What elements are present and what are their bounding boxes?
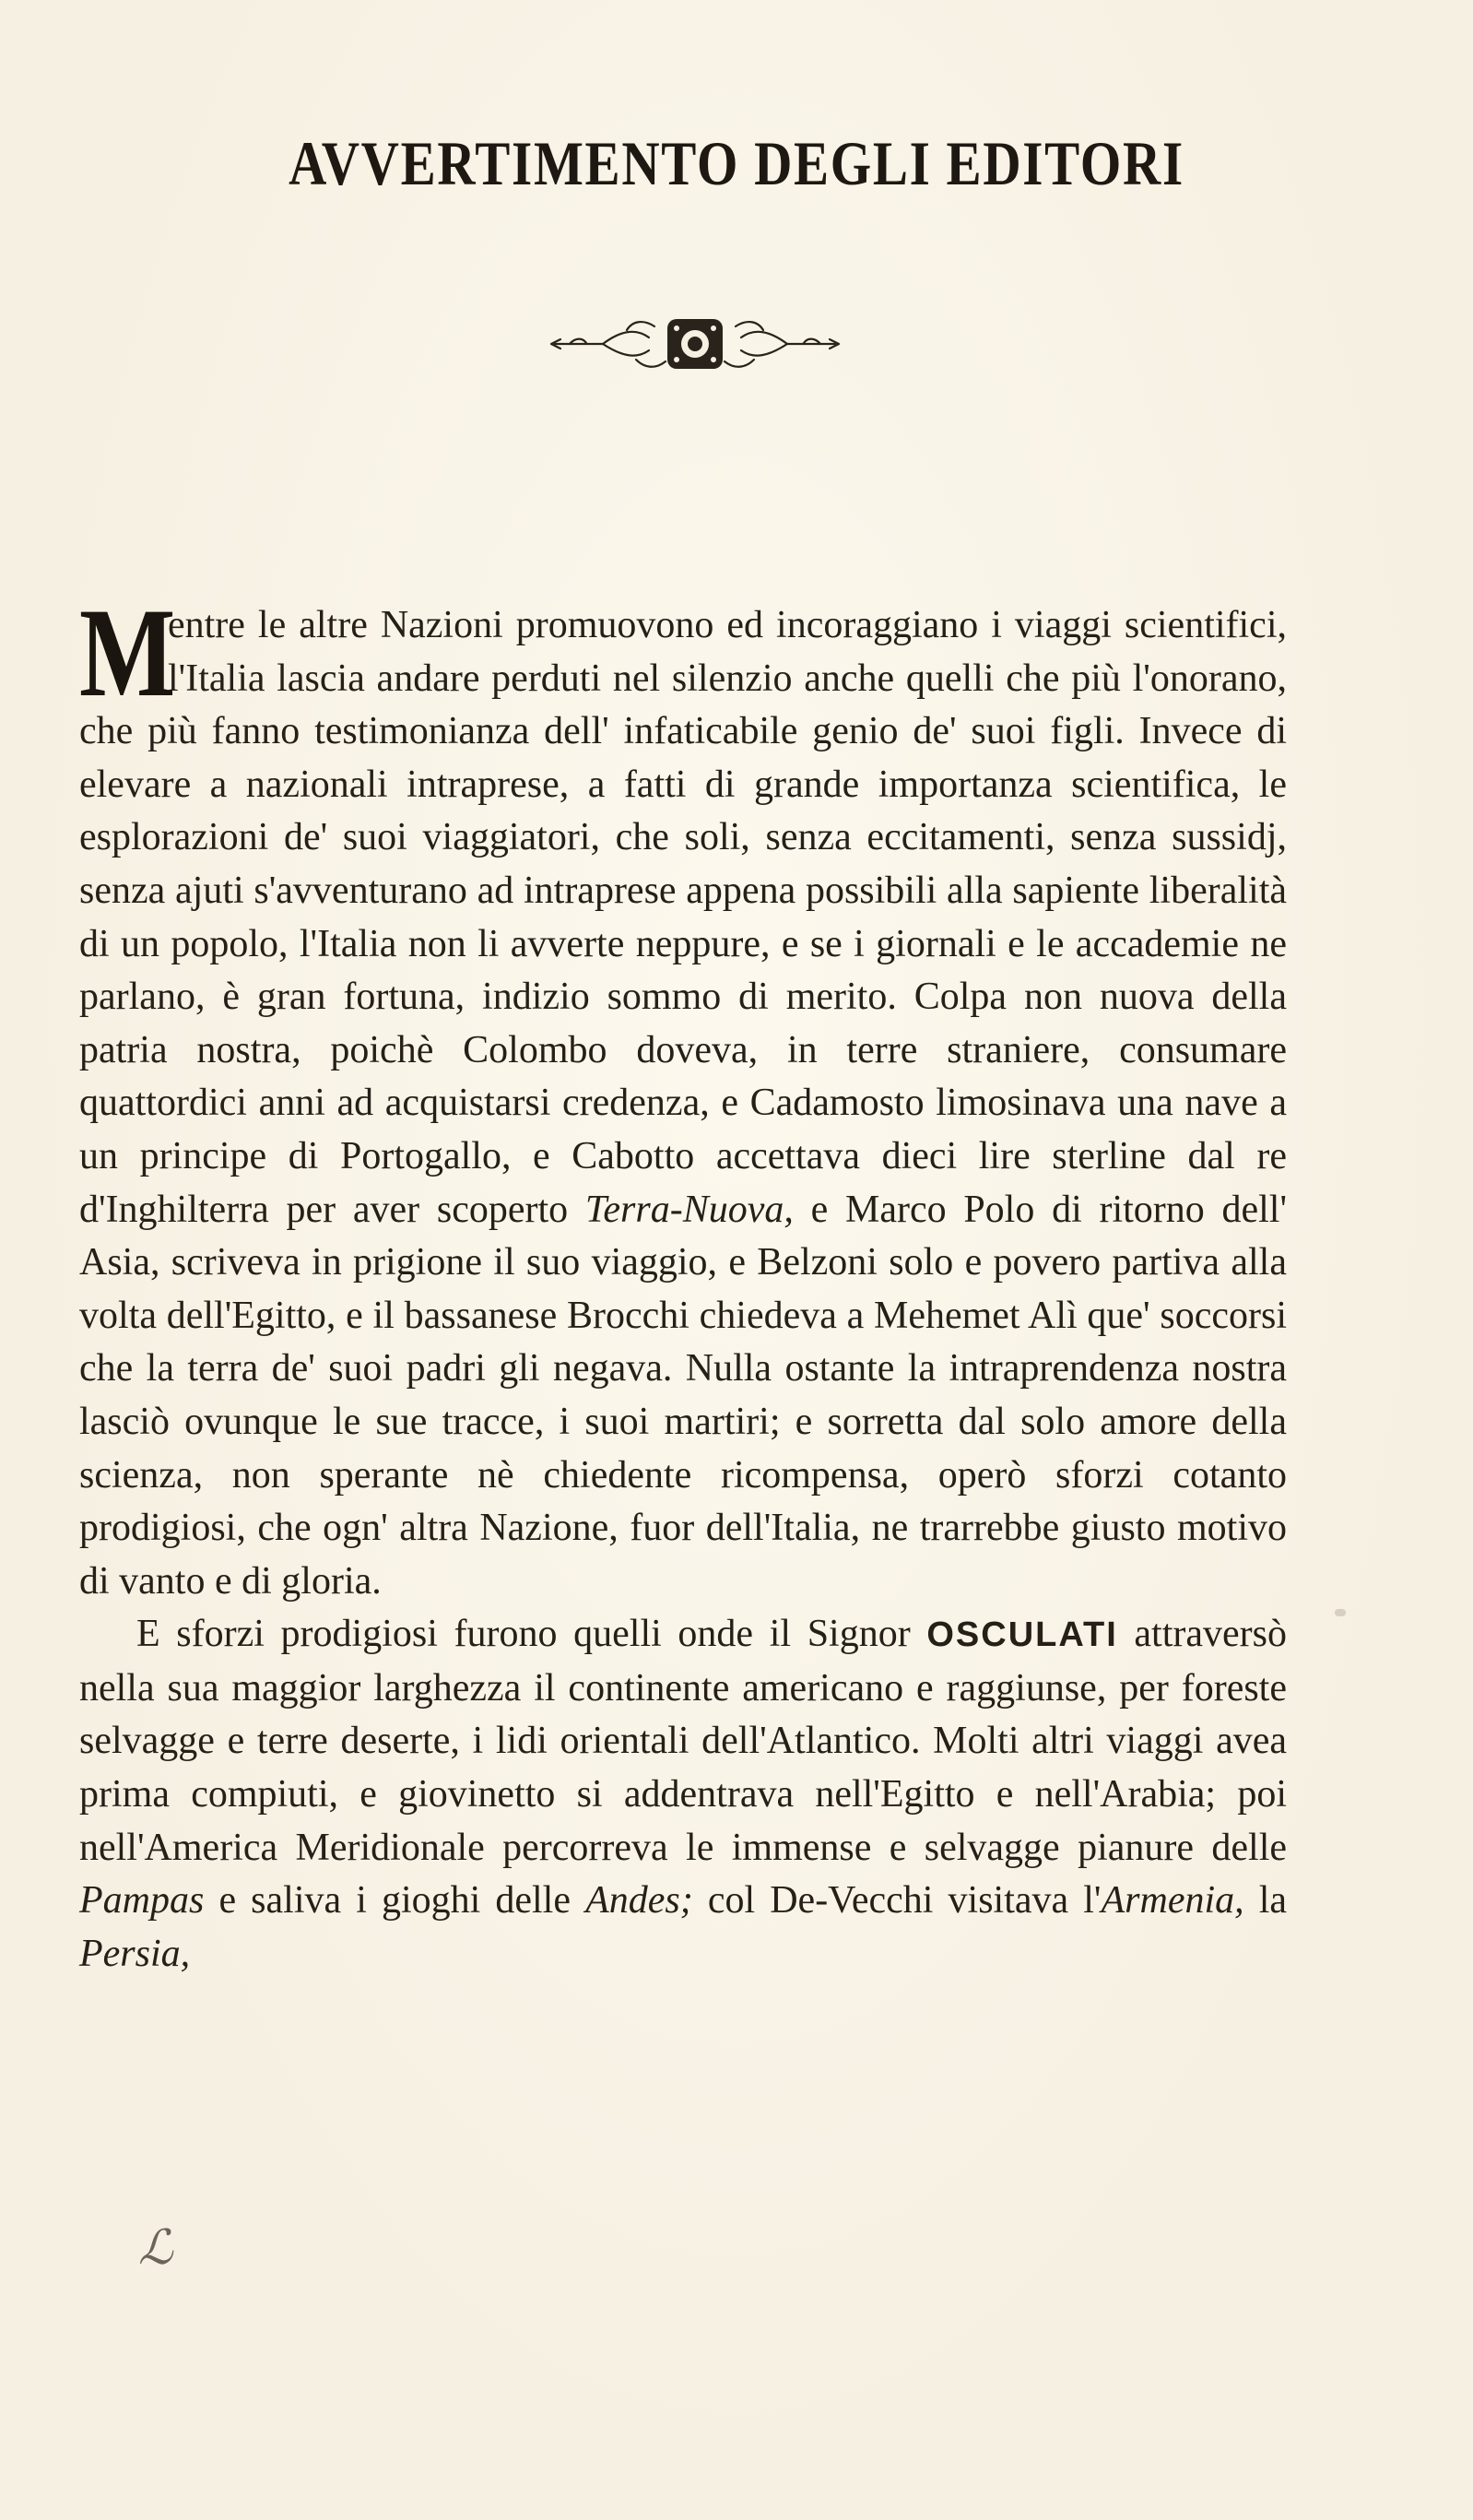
paragraph-1-text-a: entre le altre Nazioni promuovono ed incoraggiano i viaggi scientifici, l'Italia lascia andare perduti nel silenzio anche quelli che più l'onorano, che più fanno testimonianza dell' infaticabile genio de' suoi figli. Invece di elevare a nazionali intraprese, a fatti di grande importanza scientifica, le esplorazioni de' suoi viaggiatori, che soli, senza eccitamenti, senza sussidj, senza ajuti s'avventurano ad intraprese appena possibili alla sapiente liberalità di un popolo, l'Italia non li avverte neppure, e se i giornali e le accademie ne parlano, è gran fortuna, indizio sommo di merito. Colpa non nuova della patria nostra, poichè Colombo doveva, in terre straniere, consumare quattordici anni ad acquistarsi credenza, e Cadamosto limosinava una nave a un principe di Portogallo, e Cabotto accettava dieci lire sterline dal re d'Inghilterra per aver scoperto — [79, 604, 1287, 1231]
paragraph-1 — [79, 582, 1288, 1608]
italic-terra-nuova: Terra-Nuova, — [584, 1188, 794, 1231]
paragraph-2-text-d: col De-Vecchi visitava l' — [707, 1879, 1102, 1923]
paragraph-1-text-b: e Marco Polo di ritorno dell' Asia, scriveva in prigione il suo viaggio, e Belzoni solo e povero partiva alla volta dell'Egitto, e il bassanese Brocchi chiedeva a Mehemet Alì que' soccorsi che la terra de' suoi padri gli negava. Nulla ostante la intraprendenza nostra lasciò ovunque le sue tracce, i suoi martiri; e sorretta dal solo amore della scienza, non sperante nè chiedente ricompensa, operò sforzi cotanto prodigiosi, che ogn' altra Nazione, fuor dell'Italia, ne trarrebbe giusto motivo di vanto e di gloria. — [79, 1188, 1288, 1603]
paragraph-2-text-b: attraversò nella sua maggior larghezza il continente americano e raggiunse, per foreste selvagge e terre deserte, i lidi orientali dell'Atlantico. Molti altri viaggi avea prima compiuti, e giovinetto si addentrava nell'Egitto e nell'Arabia; poi nell'America Meridionale percorreva le immense e selvagge pianure delle — [79, 1613, 1287, 1869]
decorative-fleuron-icon — [548, 302, 843, 385]
italic-andes: Andes; — [585, 1879, 693, 1923]
signature-mark: ℒ — [138, 2222, 173, 2275]
paragraph-2 — [79, 1608, 1287, 1981]
page-title: AVVERTIMENTO DEGLI EDITORI — [289, 128, 1184, 198]
drop-cap: M — [79, 582, 176, 723]
italic-pampas: Pampas — [79, 1879, 205, 1923]
body-text — [79, 582, 1288, 1981]
italic-armenia: Armenia, — [1101, 1879, 1244, 1923]
name-osculati: OSCULATI — [926, 1615, 1118, 1655]
paragraph-2-text-e: la — [1258, 1879, 1288, 1923]
italic-persia: Persia, — [79, 1932, 191, 1975]
paragraph-2-text-a: E sforzi prodigiosi furono quelli onde il Signor — [136, 1613, 911, 1656]
paper-smudge — [1335, 1609, 1346, 1616]
paragraph-2-text-c: e saliva i gioghi delle — [218, 1879, 571, 1923]
